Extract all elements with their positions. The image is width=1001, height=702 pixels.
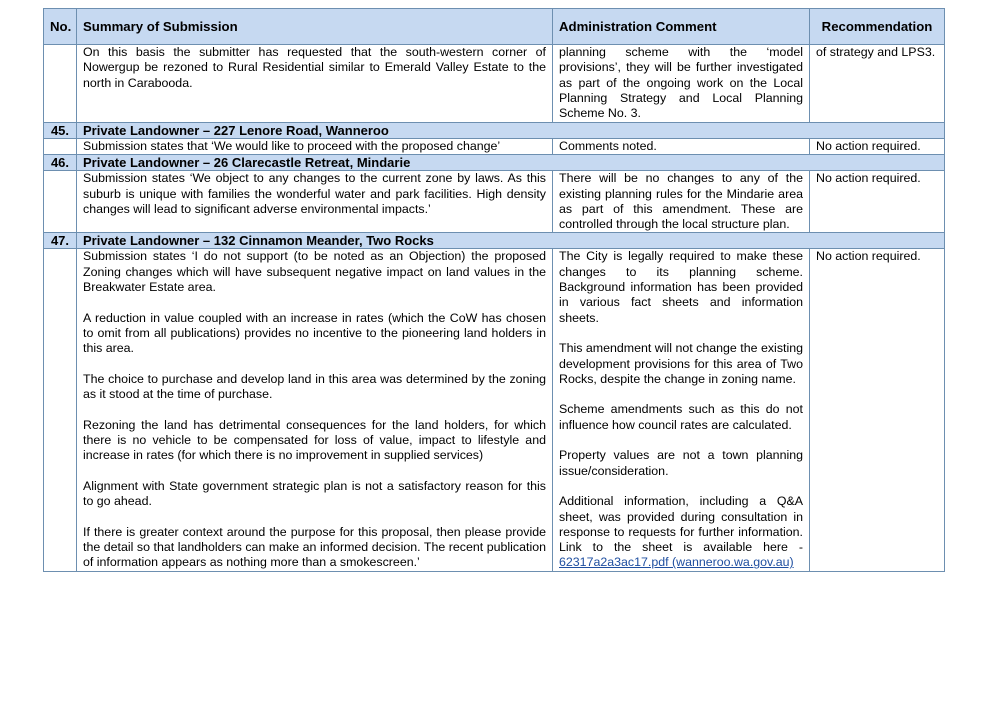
entry-title: Private Landowner – 26 Clarecastle Retreat, Mindarie bbox=[77, 155, 945, 171]
comment-paragraph: The City is legally required to make these changes to its planning scheme. Background information has been provided in various fact sheets and information sheets. bbox=[559, 249, 803, 325]
submissions-table bbox=[43, 8, 945, 572]
cell-recommendation: No action required. bbox=[810, 139, 945, 155]
summary-paragraph: Alignment with State government strategic plan is not a satisfactory reason for this to go ahead. bbox=[83, 478, 546, 509]
cell-no bbox=[44, 171, 77, 233]
cell-comment: planning scheme with the ‘model provisions’, they will be further investigated as part of the ongoing work on the Local Planning Strategy and Local Planning Scheme No. 3. bbox=[553, 45, 810, 123]
header-no: No. bbox=[44, 9, 77, 45]
entry-title: Private Landowner – 132 Cinnamon Meander, Two Rocks bbox=[77, 233, 945, 249]
cell-summary bbox=[77, 171, 553, 233]
fact-sheet-link[interactable]: 62317a2a3ac17.pdf (wanneroo.wa.gov.au) bbox=[559, 555, 794, 570]
cell-recommendation: of strategy and LPS3. bbox=[810, 45, 945, 123]
cell-recommendation: No action required. bbox=[810, 249, 945, 571]
comment-paragraph: Comments noted. bbox=[559, 139, 657, 153]
summary-paragraph: Submission states ‘We object to any changes to the current zone by laws. As this suburb is unique with families the wonderful water and park facilities. High density changes will lead to significant adverse environmental impacts.’ bbox=[83, 171, 546, 216]
cell-recommendation: No action required. bbox=[810, 171, 945, 233]
summary-paragraph: If there is greater context around the purpose for this proposal, then please provide the detail so that landholders can make an informed decision. The recent publication of information appears as nothing more than a smokescreen.’ bbox=[83, 524, 546, 570]
comment-paragraph: Scheme amendments such as this do not influence how council rates are calculated. bbox=[559, 402, 803, 432]
entry-title: Private Landowner – 227 Lenore Road, Wanneroo bbox=[77, 123, 945, 139]
summary-paragraph: The choice to purchase and develop land in this area was determined by the zoning as it stood at the time of purchase. bbox=[83, 371, 546, 402]
summary-paragraph: Submission states ‘I do not support (to be noted as an Objection) the proposed Zoning changes which will have subsequent negative impact on land values in the Breakwater Estate area. bbox=[83, 249, 546, 295]
cell-no bbox=[44, 45, 77, 123]
entry-heading-row bbox=[44, 123, 945, 139]
comment-text: Additional information, including a Q&A sheet, was provided during consultation in response to requests for further information. Link to the sheet is available here - bbox=[559, 494, 803, 555]
comment-paragraph: There will be no changes to any of the existing planning rules for the Mindarie area as part of this amendment. These are controlled through the local structure plan. bbox=[559, 171, 803, 232]
summary-paragraph: Rezoning the land has detrimental consequences for the land holders, for which there is no vehicle to be compensated for loss of value, impact to lifestyle and increase in rates (for which there is no improvement in supplied services) bbox=[83, 417, 546, 463]
entry-row bbox=[44, 139, 945, 155]
cell-summary: On this basis the submitter has requested that the south-western corner of Nowergup be rezoned to Rural Residential similar to Emerald Valley Estate to the north in Carabooda. bbox=[77, 45, 553, 123]
summary-paragraph: Submission states that ‘We would like to proceed with the proposed change’ bbox=[83, 139, 501, 153]
header-summary: Summary of Submission bbox=[77, 9, 553, 45]
entry-number: 47. bbox=[44, 233, 77, 249]
cell-summary bbox=[77, 139, 553, 155]
entry-row bbox=[44, 249, 945, 571]
cell-comment bbox=[553, 171, 810, 233]
cell-comment bbox=[553, 139, 810, 155]
entry-number: 46. bbox=[44, 155, 77, 171]
header-row bbox=[44, 9, 945, 45]
entry-number: 45. bbox=[44, 123, 77, 139]
comment-paragraph-link bbox=[559, 494, 803, 570]
summary-paragraph: A reduction in value coupled with an increase in rates (which the CoW has chosen to omit from all publications) provides no incentive to the pioneering land holders in this area. bbox=[83, 310, 546, 356]
continued-row bbox=[44, 45, 945, 123]
cell-no bbox=[44, 249, 77, 571]
header-recommendation: Recommendation bbox=[810, 9, 945, 45]
cell-no bbox=[44, 139, 77, 155]
entry-heading-row bbox=[44, 155, 945, 171]
entry-row bbox=[44, 171, 945, 233]
header-comment: Administration Comment bbox=[553, 9, 810, 45]
cell-summary bbox=[77, 249, 553, 571]
comment-paragraph: This amendment will not change the existing development provisions for this area of Two Rocks, despite the change in zoning name. bbox=[559, 341, 803, 386]
cell-comment bbox=[553, 249, 810, 571]
comment-paragraph: Property values are not a town planning issue/consideration. bbox=[559, 448, 803, 478]
entry-heading-row bbox=[44, 233, 945, 249]
